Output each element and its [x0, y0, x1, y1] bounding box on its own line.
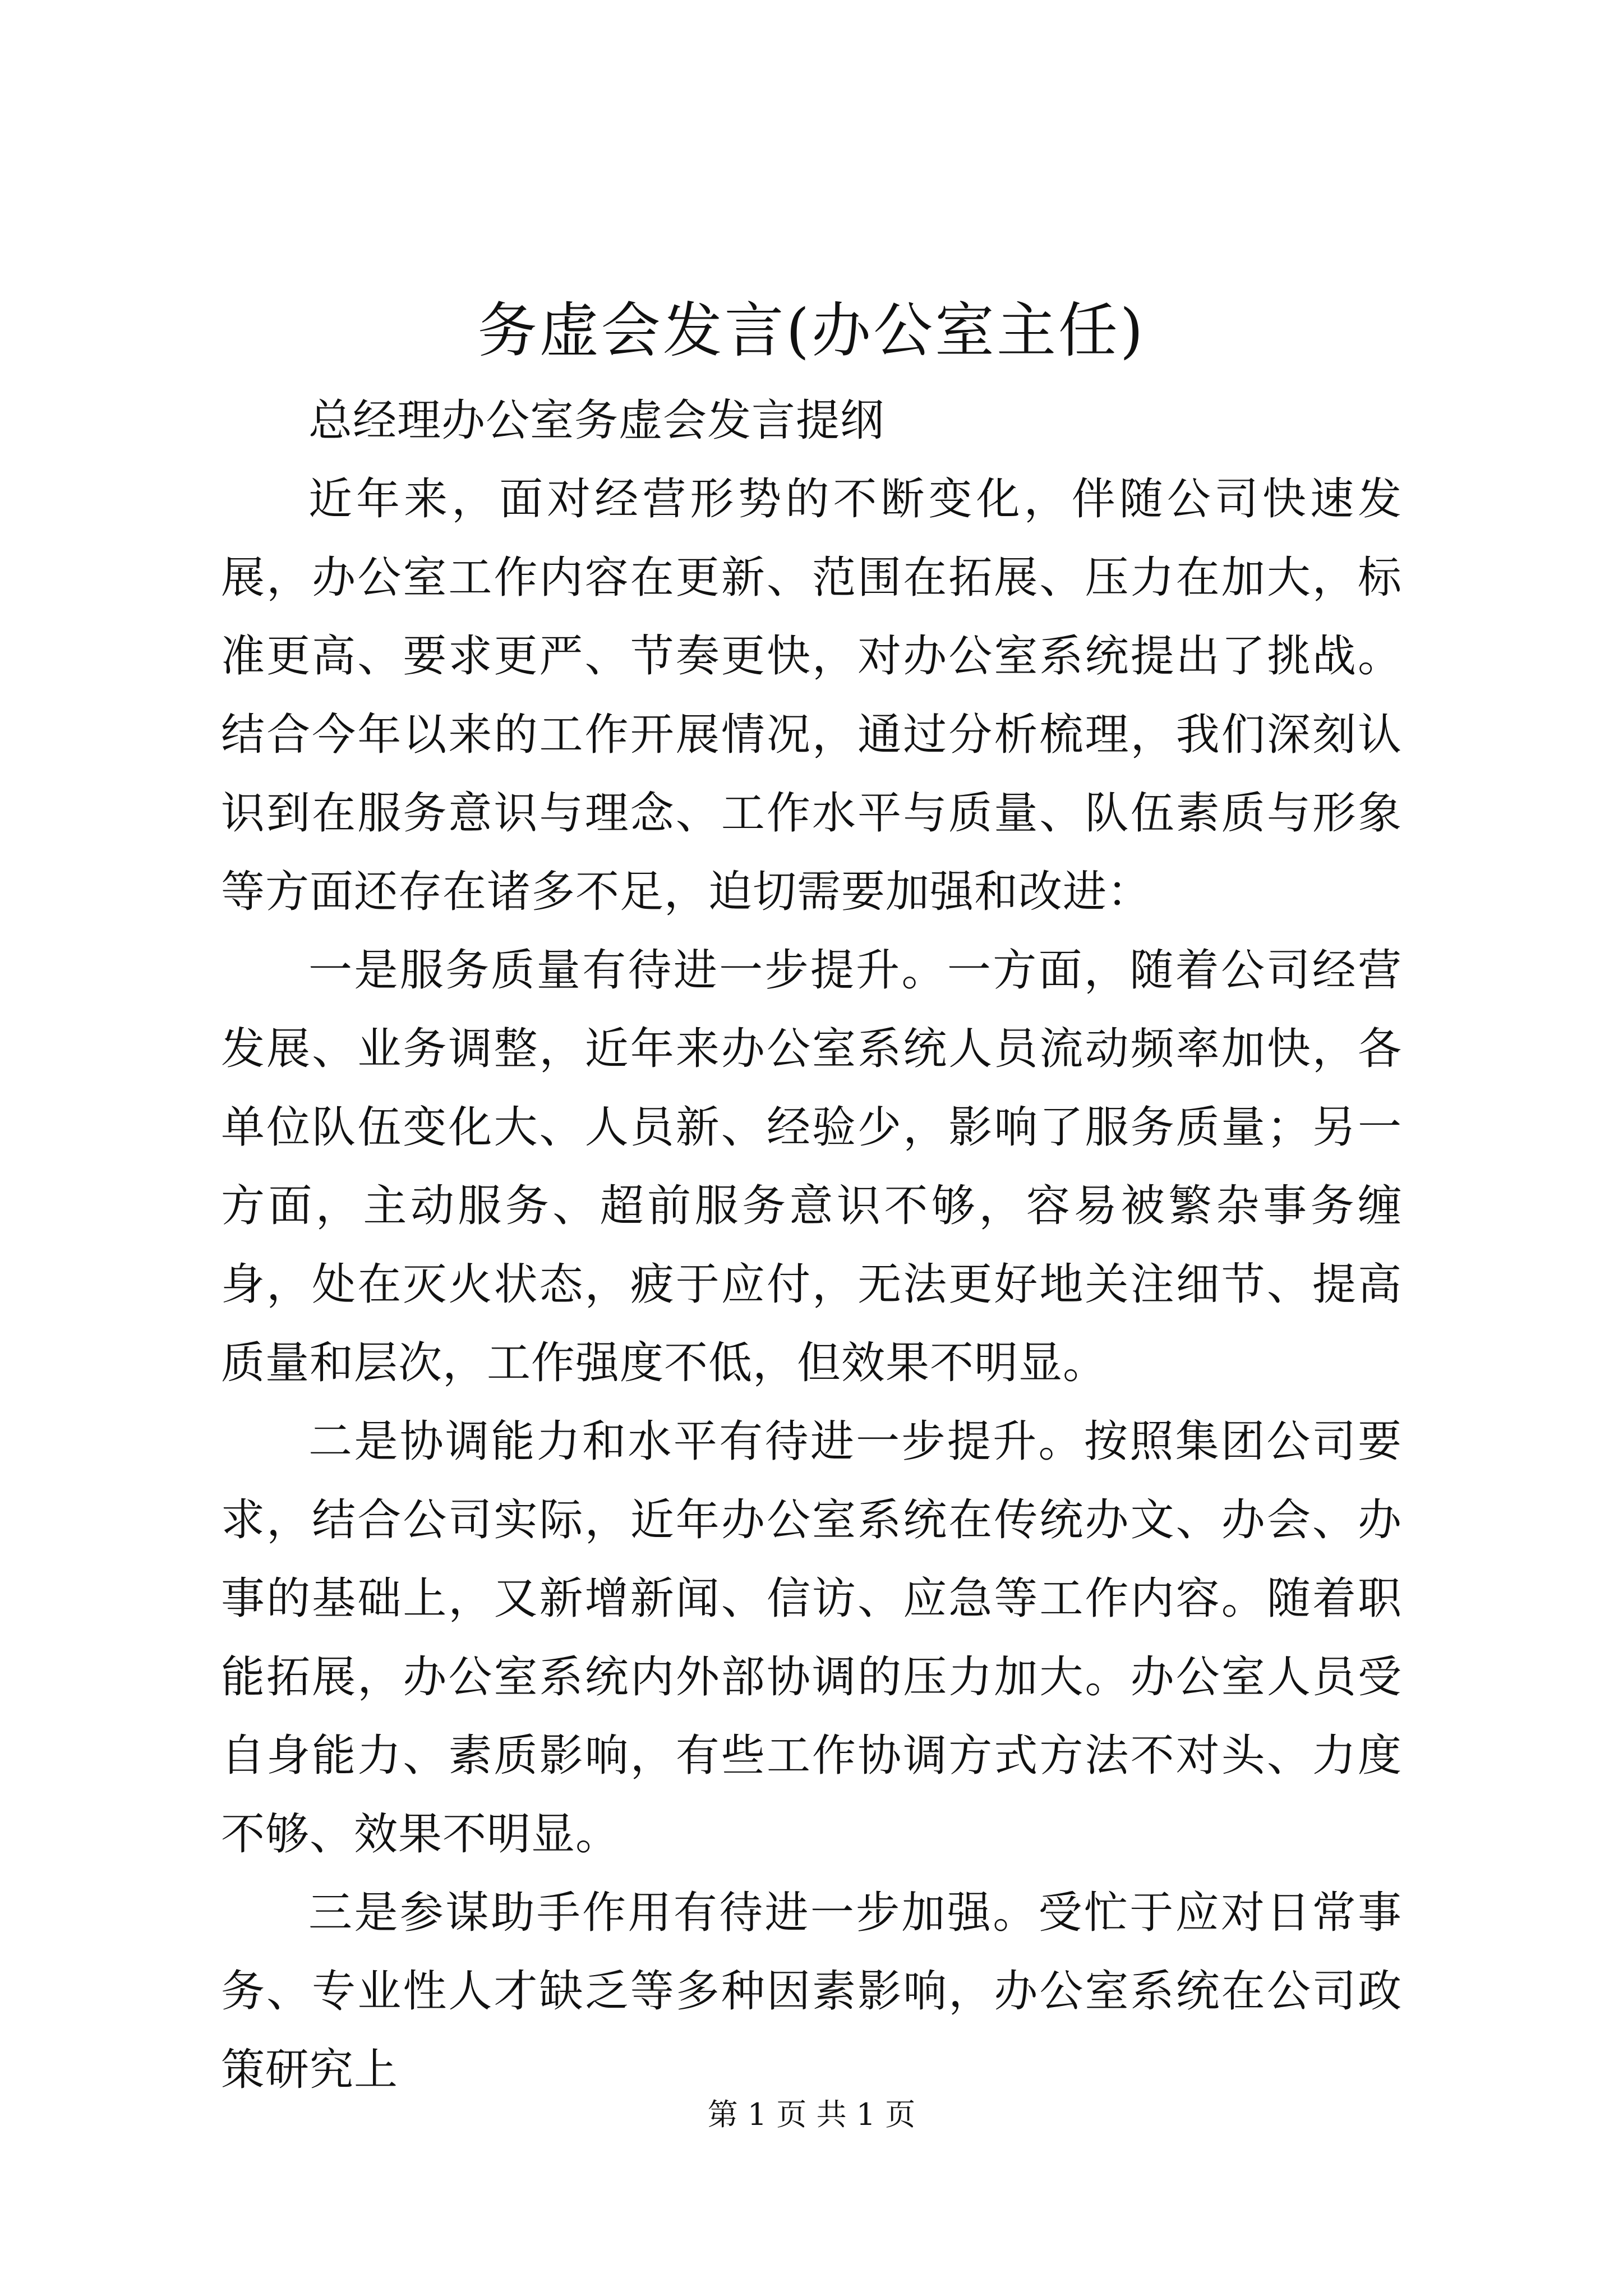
- coordination-paragraph: 二是协调能力和水平有待进一步提升。按照集团公司要求，结合公司实际，近年办公室系统在传统办文、办会、办事的基础上，又新增新闻、信访、应急等工作内容。随着职能拓展，办公室系统内外部协调的压力加大。办公室人员受自身能力、素质影响，有些工作协调方式方法不对头、力度不够、效果不明显。: [221, 1416, 1402, 1860]
- subtitle-paragraph: 总经理办公室务虚会发言提纲: [308, 395, 885, 446]
- page-footer: 第 1 页 共 1 页: [707, 2097, 916, 2132]
- service-quality-paragraph: 一是服务质量有待进一步提升。一方面，随着公司经营发展、业务调整，近年来办公室系统人员流动频率加快，各单位队伍变化大、人员新、经验少，影响了服务质量；另一方面，主动服务、超前服务意识不够，容易被繁杂事务缠身，处在灭火状态，疲于应付，无法更好地关注细节、提高质量和层次，工作强度不低，但效果不明显。: [221, 945, 1402, 1388]
- document-body: [221, 381, 1402, 2109]
- advisory-paragraph: 三是参谋助手作用有待进一步加强。受忙于应对日常事务、专业性人才缺乏等多种因素影响，办公室系统在公司政策研究上: [221, 1888, 1402, 2095]
- intro-paragraph: 近年来，面对经营形势的不断变化，伴随公司快速发展，办公室工作内容在更新、范围在拓展、压力在加大，标准更高、要求更严、节奏更快，对办公室系统提出了挑战。结合今年以来的工作开展情况，通过分析梳理，我们深刻认识到在服务意识与理念、工作水平与质量、队伍素质与形象等方面还存在诸多不足，迫切需要加强和改进：: [221, 474, 1402, 917]
- document-title: 务虚会发言(办公室主任): [477, 296, 1146, 365]
